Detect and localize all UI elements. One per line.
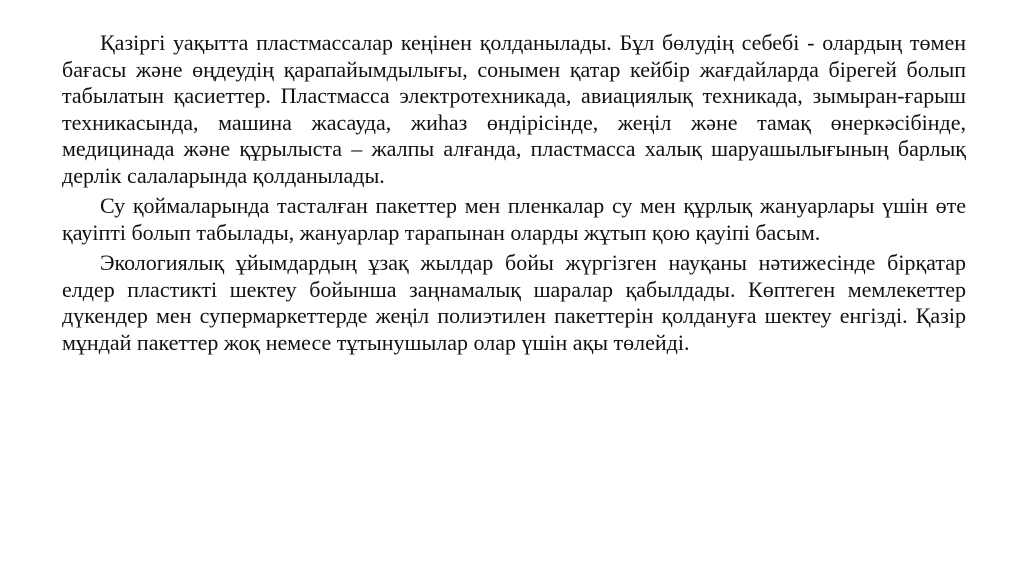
text-block bbox=[62, 30, 966, 360]
paragraph-water-danger: Су қоймаларында тасталған пакеттер мен пленкалар су мен құрлық жануарлары үшін өте қауіпті болып табылады, жануарлар тарапынан оларды жұтып қою қауіпі басым. bbox=[62, 193, 966, 245]
paragraph-legislation: Экологиялық ұйымдардың ұзақ жылдар бойы жүргізген науқаны нәтижесінде бірқатар елдер пластикті шектеу бойынша заңнамалық шаралар қабылдады. Көптеген мемлекеттер дүкендер мен супермаркеттерде жеңіл полиэтилен пакеттерін қолдануға шектеу енгізді. Қазір мұндай пакеттер жоқ немесе тұтынушылар олар үшін ақы төлейді. bbox=[62, 250, 966, 355]
paragraph-plastics-usage: Қазіргі уақытта пластмассалар кеңінен қолданылады. Бұл бөлудің себебі - олардың төмен бағасы және өңдеудің қарапайымдылығы, сонымен қатар кейбір жағдайларда бірегей болып табылатын қасиеттер. Пластмасса электротехникада, авиациялық техникада, зымыран-ғарыш техникасында, машина жасауда, жиһаз өндірісінде, жеңіл және тамақ өнеркәсібінде, медицинада және құрылыста – жалпы алғанда, пластмасса халық шаруашылығының барлық дерлік салаларында қолданылады. bbox=[62, 30, 966, 188]
